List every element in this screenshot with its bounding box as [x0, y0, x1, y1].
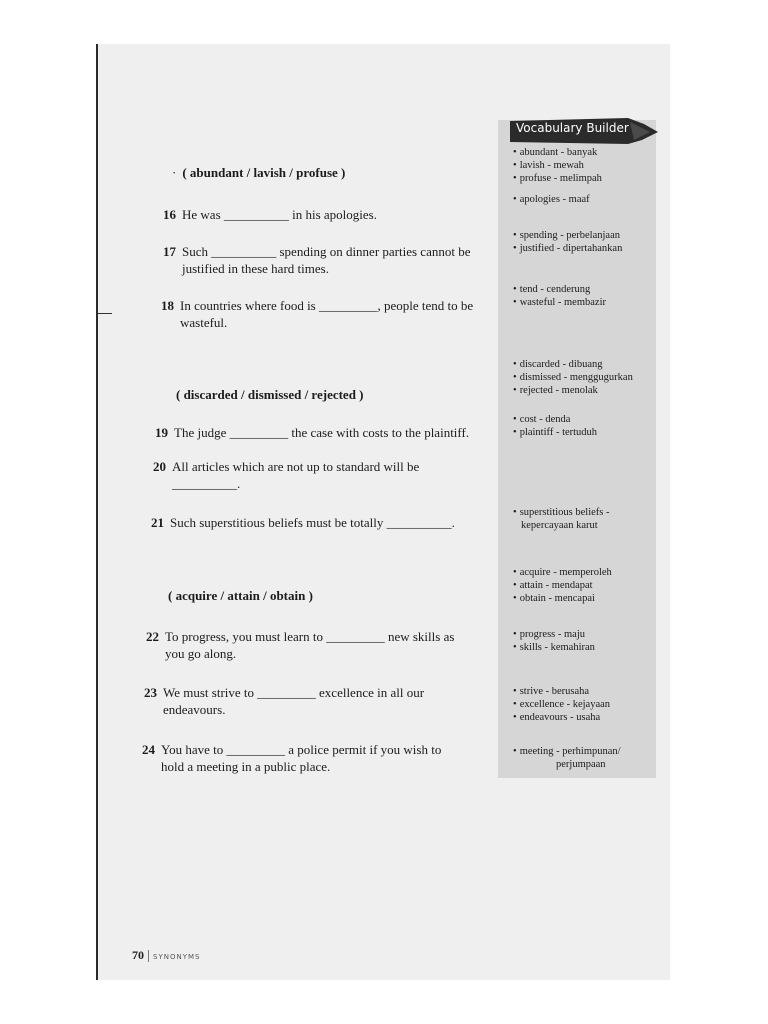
vocab-group-8: • acquire - memperoleh • attain - mendapat • obtain - mencapai: [513, 567, 612, 604]
vocab-group-2: • apologies - maaf: [513, 194, 590, 205]
vocabulary-sidebar: [498, 120, 656, 778]
section-heading-2: ( discarded / dismissed / rejected ): [176, 387, 364, 402]
section-heading-1: · ( abundant / lavish / profuse ): [172, 165, 346, 180]
margin-mark: [98, 313, 112, 314]
question-text: In countries where food is _________, people tend to be: [180, 298, 474, 313]
vocabulary-builder-title: Vocabulary Builder: [516, 121, 629, 135]
question-18: 18 In countries where food is _________, people tend to be wasteful.: [161, 297, 491, 331]
question-17: 17 Such __________ spending on dinner parties cannot be justified in these hard times.: [163, 243, 493, 277]
question-text: He was __________ in his apologies.: [182, 207, 377, 222]
question-text: We must strive to _________ excellence in all our: [163, 685, 425, 700]
page-number: 70: [132, 948, 144, 962]
vocab-group-11: • meeting - perhimpunan/ perjumpaan: [513, 746, 621, 770]
question-text-cont: hold a meeting in a public place.: [161, 759, 331, 774]
vocab-group-4: • tend - cenderung • wasteful - membazir: [513, 284, 606, 308]
question-16: 16 He was __________ in his apologies.: [163, 207, 377, 222]
question-text: The judge _________ the case with costs to the plaintiff.: [174, 425, 470, 440]
vocabulary-builder-banner: [510, 118, 655, 144]
footer-divider: [148, 950, 149, 962]
bullet-dot: ·: [172, 165, 177, 180]
vocab-group-10: • strive - berusaha • excellence - kejayaan • endeavours - usaha: [513, 686, 611, 723]
vocab-group-3: • spending - perbelanjaan • justified - dipertahankan: [513, 230, 623, 254]
question-text-cont: wasteful.: [180, 315, 228, 330]
vocab-group-1: • abundant - banyak • lavish - mewah • profuse - melimpah: [513, 147, 602, 184]
vocab-group-7: • superstitious beliefs - kepercayaan karut: [513, 507, 610, 531]
question-text-cont: justified in these hard times.: [182, 261, 329, 276]
question-text: To progress, you must learn to _________ new skills as: [165, 629, 455, 644]
vocab-group-6: • cost - denda • plaintiff - tertuduh: [513, 414, 598, 438]
question-text-cont: you go along.: [165, 646, 237, 661]
question-22: 22 To progress, you must learn to _________ new skills as you go along.: [146, 628, 476, 662]
question-text-cont: __________.: [172, 476, 241, 491]
question-21: 21 Such superstitious beliefs must be totally __________.: [151, 515, 455, 530]
question-24: 24 You have to _________ a police permit if you wish to hold a meeting in a public place.: [142, 741, 472, 775]
question-20: 20 All articles which are not up to standard will be __________.: [153, 458, 483, 492]
question-text: All articles which are not up to standard will be: [172, 459, 420, 474]
question-text: Such __________ spending on dinner parties cannot be: [182, 244, 471, 259]
vocab-group-5: • discarded - dibuang • dismissed - menggugurkan • rejected - menolak: [513, 359, 633, 396]
vocab-group-9: • progress - maju • skills - kemahiran: [513, 629, 595, 653]
question-19: 19 The judge _________ the case with costs to the plaintiff.: [155, 425, 470, 440]
question-text-cont: endeavours.: [163, 702, 226, 717]
section-name: SYNONYMS: [153, 953, 201, 961]
question-23: 23 We must strive to _________ excellence in all our endeavours.: [144, 684, 474, 718]
page-footer: [132, 948, 200, 963]
question-text: Such superstitious beliefs must be totally __________.: [170, 515, 455, 530]
section-heading-3: ( acquire / attain / obtain ): [168, 588, 313, 603]
question-text: You have to _________ a police permit if you wish to: [161, 742, 442, 757]
